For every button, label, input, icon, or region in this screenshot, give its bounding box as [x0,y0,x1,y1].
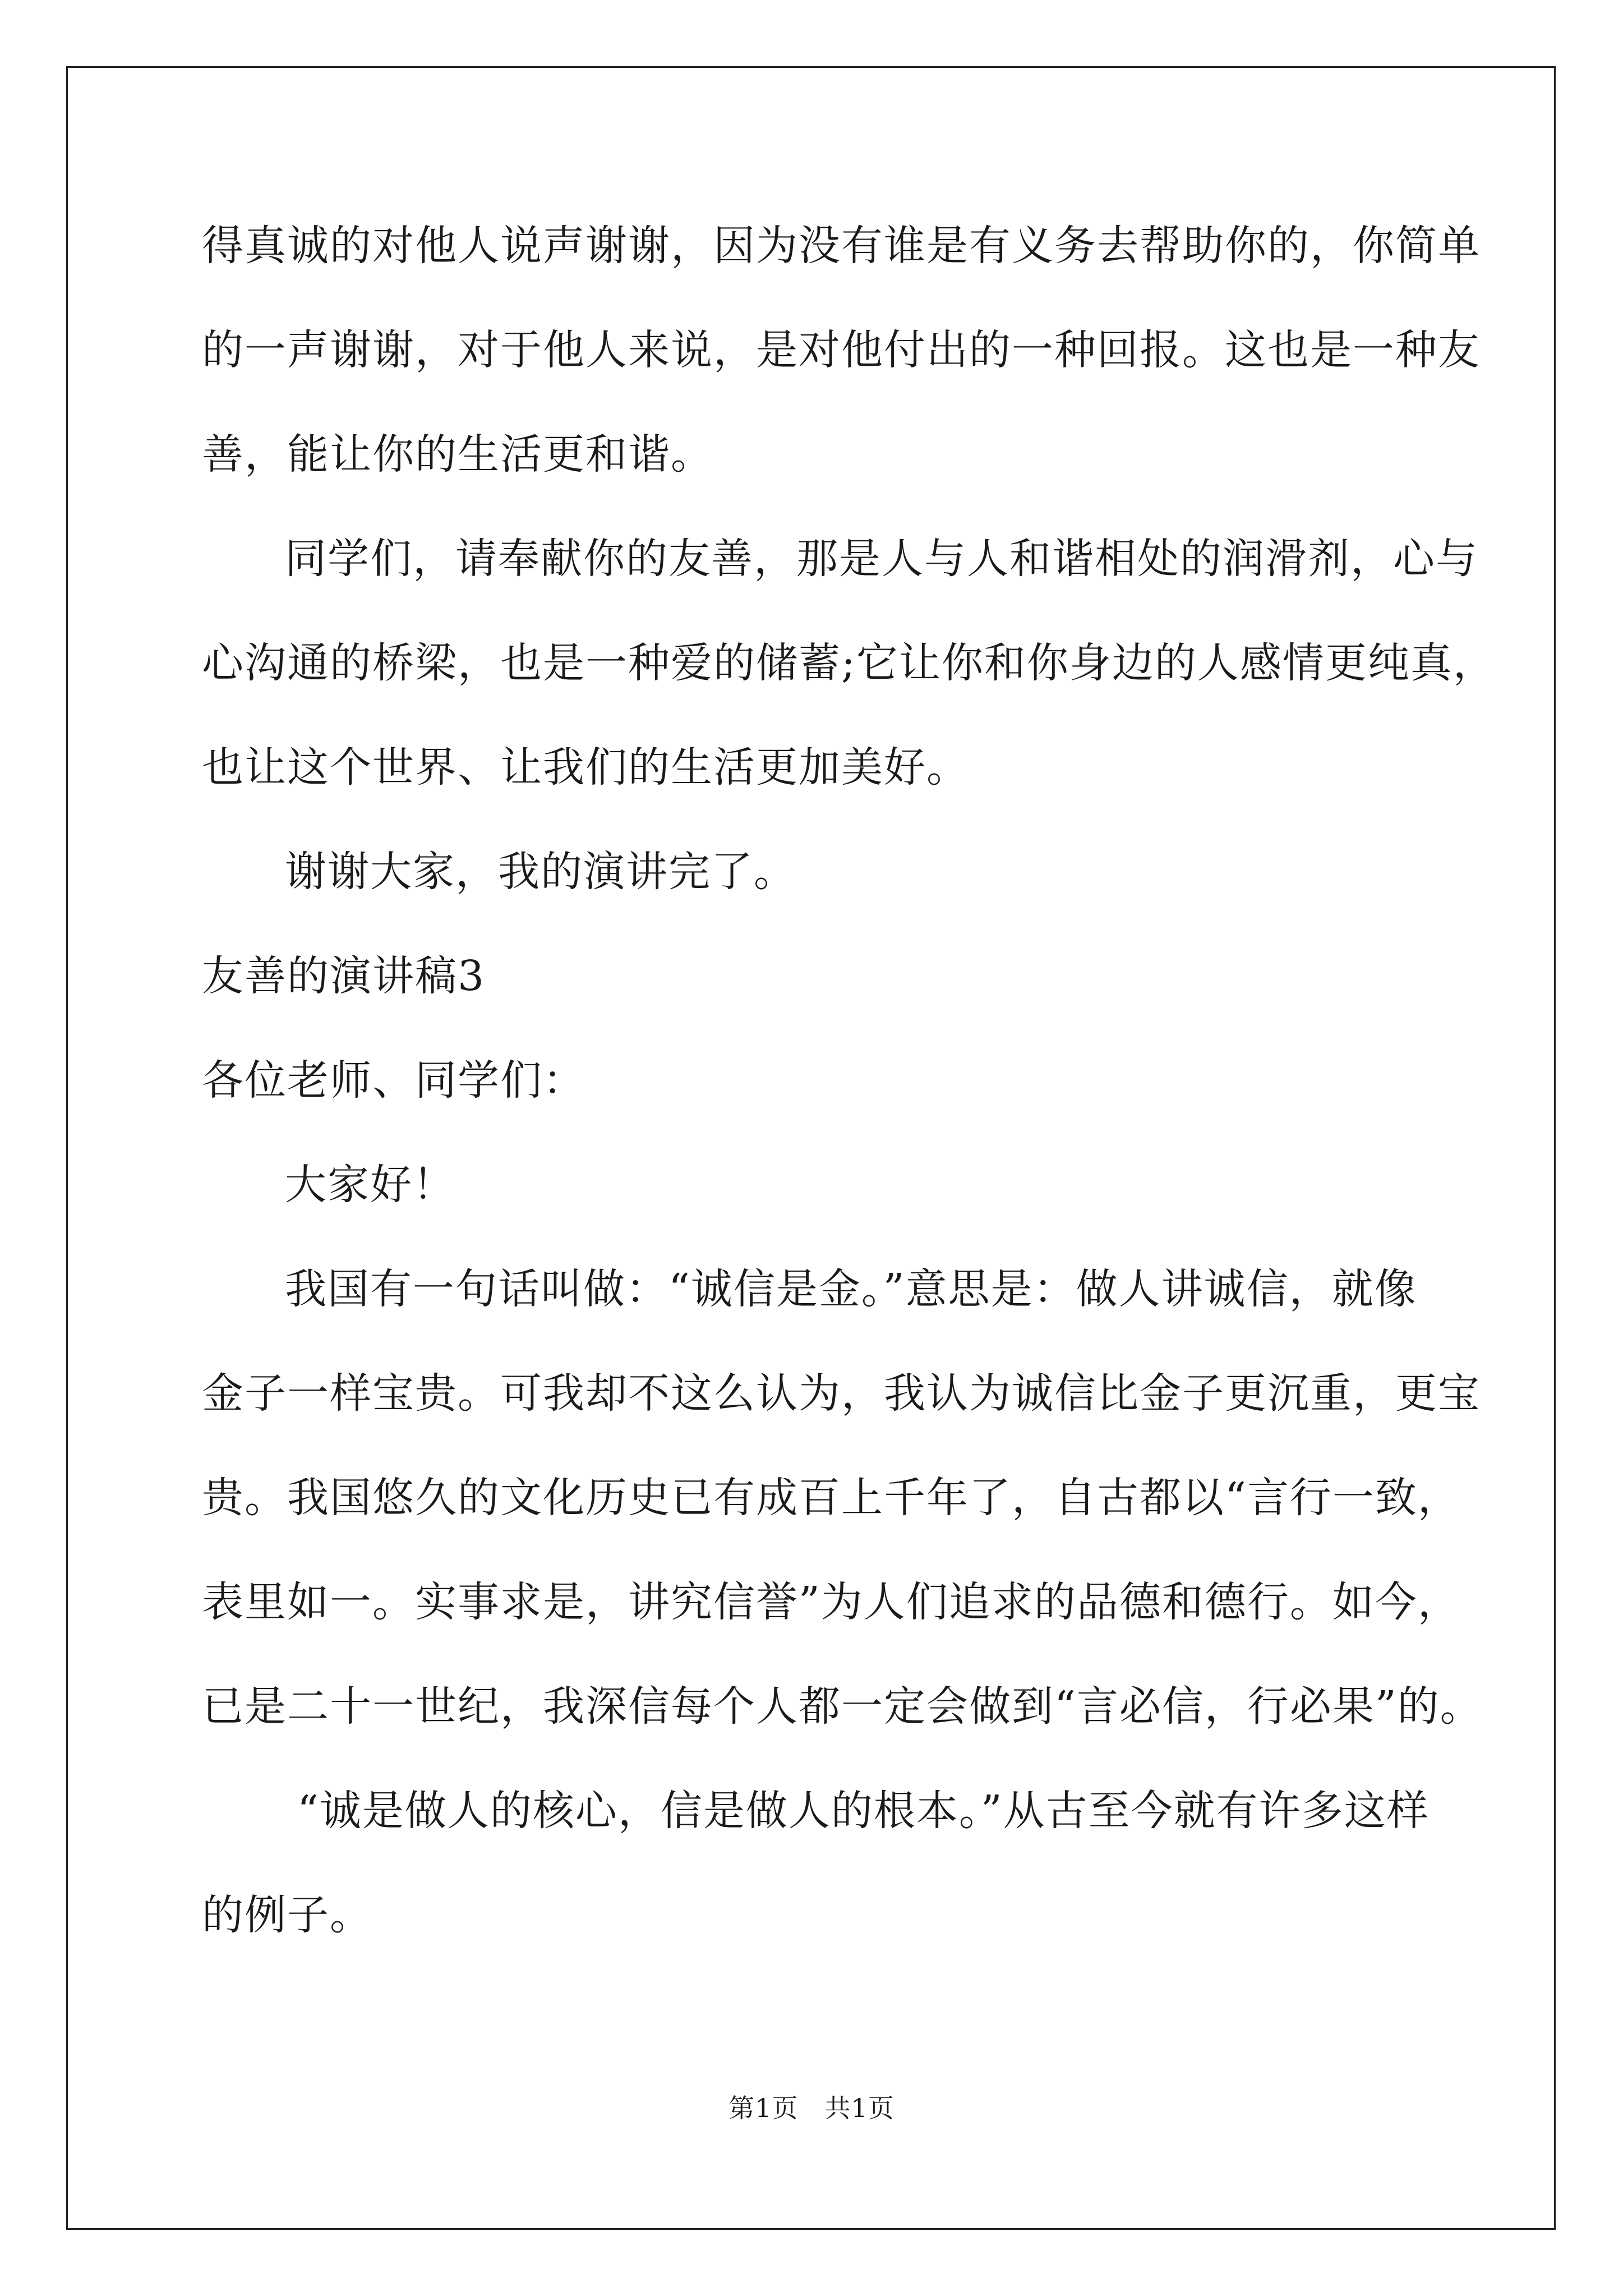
paragraph-line: 心沟通的桥梁，也是一种爱的储蓄;它让你和你身边的人感情更纯真， [202,639,1496,687]
paragraph-line: 善，能让你的生活更和谐。 [202,430,713,478]
paragraph-line: 我国有一句话叫做：“诚信是金。”意思是：做人讲诚信，就像 [285,1265,1417,1313]
closing-line: 谢谢大家，我的演讲完了。 [285,848,796,896]
paragraph-line: 已是二十一世纪，我深信每个人都一定会做到“言必信，行必果”的。 [202,1682,1483,1731]
paragraph-line: 金子一样宝贵。可我却不这么认为，我认为诚信比金子更沉重，更宝 [202,1369,1481,1418]
greeting: 大家好！ [285,1161,455,1209]
section-heading: 友善的演讲稿3 [202,952,486,1000]
salutation: 各位老师、同学们： [202,1056,585,1105]
paragraph-line: 的例子。 [202,1891,372,1939]
paragraph-line: 表里如一。实事求是，讲究信誉”为人们追求的品德和德行。如今， [202,1578,1460,1626]
paragraph-line: 的一声谢谢，对于他人来说，是对他付出的一种回报。这也是一种友 [202,326,1481,374]
paragraph-line: 也让这个世界、让我们的生活更加美好。 [202,743,969,792]
paragraph-line: “诚是做人的核心，信是做人的根本。”从古至今就有许多这样 [297,1787,1430,1835]
document-body [202,218,1496,1991]
page-number-footer: 第1页 共1页 [728,2093,895,2123]
paragraph-line: 得真诚的对他人说声谢谢，因为没有谁是有义务去帮助你的，你简单 [202,222,1481,270]
paragraph-line: 贵。我国悠久的文化历史已有成百上千年了，自古都以“言行一致， [202,1474,1460,1522]
paragraph-line: 同学们，请奉献你的友善，那是人与人和谐相处的润滑剂，心与 [285,535,1478,583]
